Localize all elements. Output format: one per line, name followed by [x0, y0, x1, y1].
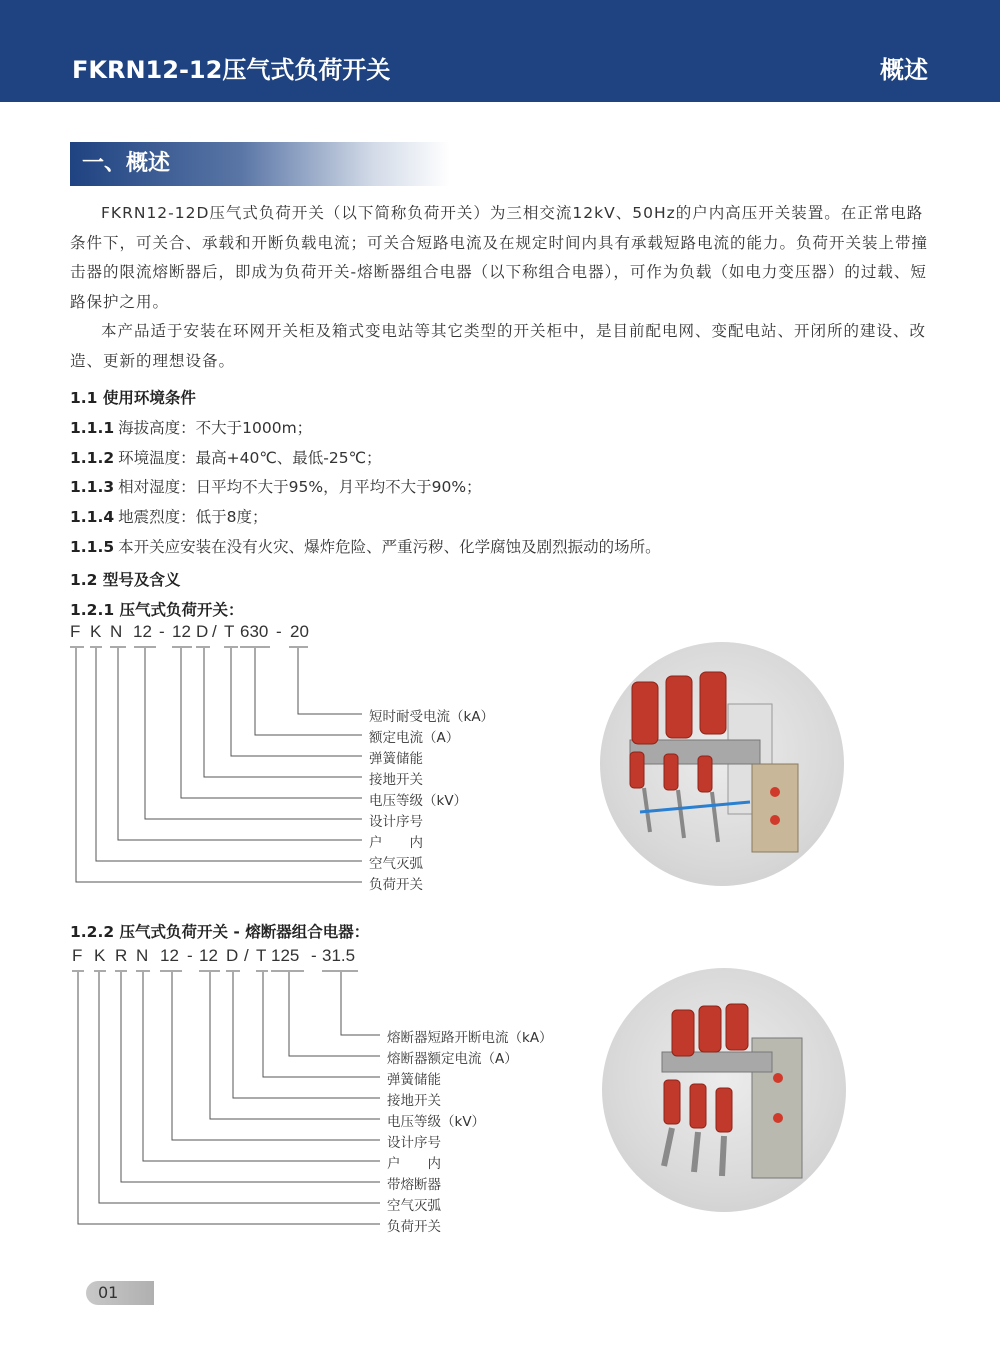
code-char: -	[187, 946, 193, 965]
env-item-num: 1.1.1	[70, 419, 115, 437]
intro-paragraph-1: FKRN12-12D压气式负荷开关（以下简称负荷开关）为三相交流12kV、50Hz的户内高压开关装置。在正常电路条件下，可关合、承载和开断负载电流；可关合短路电流及在规定时间内具有承载短路电流的能力。负荷开关装上带撞击器的限流熔断器后，即成为负荷开关-熔断器组合电器（以下称组合电器），可作为负载（如电力变压器）的过载、短路保护之用。	[70, 204, 929, 311]
env-item-text: 环境温度：最高+40℃、最低-25℃；	[118, 449, 382, 467]
code-char: T	[256, 946, 267, 965]
code-char: N	[136, 946, 149, 965]
code-char: 125	[271, 946, 300, 965]
code-char: /	[244, 946, 249, 965]
code-char: K	[90, 622, 102, 641]
page-number: 01	[86, 1281, 154, 1305]
code-char: F	[72, 946, 83, 965]
code-char: 12	[133, 622, 152, 641]
code-char: 31.5	[322, 946, 356, 965]
env-item-text: 海拔高度：不大于1000m；	[118, 419, 313, 437]
model2-label: 熔断器短路开断电流（kA）	[387, 1030, 553, 1046]
code-char: 12	[172, 622, 191, 641]
model2-label: 接地开关	[387, 1093, 441, 1109]
model2-label: 负荷开关	[387, 1219, 441, 1235]
model2-label: 熔断器额定电流（A）	[387, 1051, 518, 1067]
model1-label: 电压等级（kV）	[369, 793, 468, 809]
env-item-text: 相对湿度：日平均不大于95%，月平均不大于90%；	[118, 478, 482, 496]
model2-label: 电压等级（kV）	[387, 1114, 486, 1130]
model1-label: 弹簧储能	[369, 751, 423, 767]
code-char: -	[276, 622, 282, 641]
page-title: FKRN12-12压气式负荷开关	[72, 56, 391, 84]
model1-heading: 1.2.1 压气式负荷开关：	[70, 601, 244, 619]
code-char: 20	[290, 622, 309, 641]
product-photo-fuse-combination	[602, 968, 846, 1212]
model2-label: 弹簧储能	[387, 1072, 441, 1088]
chapter-label: 概述	[880, 56, 928, 84]
section-title: 一、概述	[70, 142, 450, 186]
model1-label: 设计序号	[369, 814, 423, 830]
code-char: R	[115, 946, 128, 965]
env-item-num: 1.1.4	[70, 508, 115, 526]
model1-label: 短时耐受电流（kA）	[369, 709, 495, 725]
model2-label: 设计序号	[387, 1135, 441, 1151]
code-char: /	[212, 622, 217, 641]
env-item-text: 本开关应安装在没有火灾、爆炸危险、严重污秽、化学腐蚀及剧烈振动的场所。	[118, 538, 661, 556]
fuse-combination-illustration	[602, 968, 846, 1212]
model1-label: 接地开关	[369, 772, 423, 788]
code-char: 12	[160, 946, 179, 965]
model1-label: 空气灭弧	[369, 856, 423, 872]
env-heading: 1.1 使用环境条件	[70, 389, 196, 407]
code-char: K	[94, 946, 106, 965]
intro-paragraph-2: 本产品适于安装在环网开关柜及箱式变电站等其它类型的开关柜中，是目前配电网、变配电站、开闭所的建设、改造、更新的理想设备。	[70, 322, 927, 370]
code-char: D	[196, 622, 209, 641]
code-char: 12	[199, 946, 218, 965]
code-char: N	[110, 622, 123, 641]
model2-label: 带熔断器	[387, 1177, 441, 1193]
model1-label: 户 内	[369, 835, 423, 851]
env-item-num: 1.1.3	[70, 478, 115, 496]
env-item-num: 1.1.2	[70, 449, 115, 467]
model1-label: 负荷开关	[369, 877, 423, 893]
env-item-text: 地震烈度：低于8度；	[118, 508, 268, 526]
model2-heading: 1.2.2 压气式负荷开关 - 熔断器组合电器：	[70, 923, 370, 941]
code-char: 630	[240, 622, 269, 641]
model2-label: 户 内	[387, 1156, 441, 1172]
code-char: -	[159, 622, 165, 641]
code-char: F	[70, 622, 81, 641]
model2-label: 空气灭弧	[387, 1198, 441, 1214]
env-item-num: 1.1.5	[70, 538, 115, 556]
code-char: -	[311, 946, 317, 965]
model-heading: 1.2 型号及含义	[70, 571, 181, 589]
code-char: D	[226, 946, 239, 965]
code-char: T	[224, 622, 235, 641]
model1-label: 额定电流（A）	[369, 730, 460, 746]
